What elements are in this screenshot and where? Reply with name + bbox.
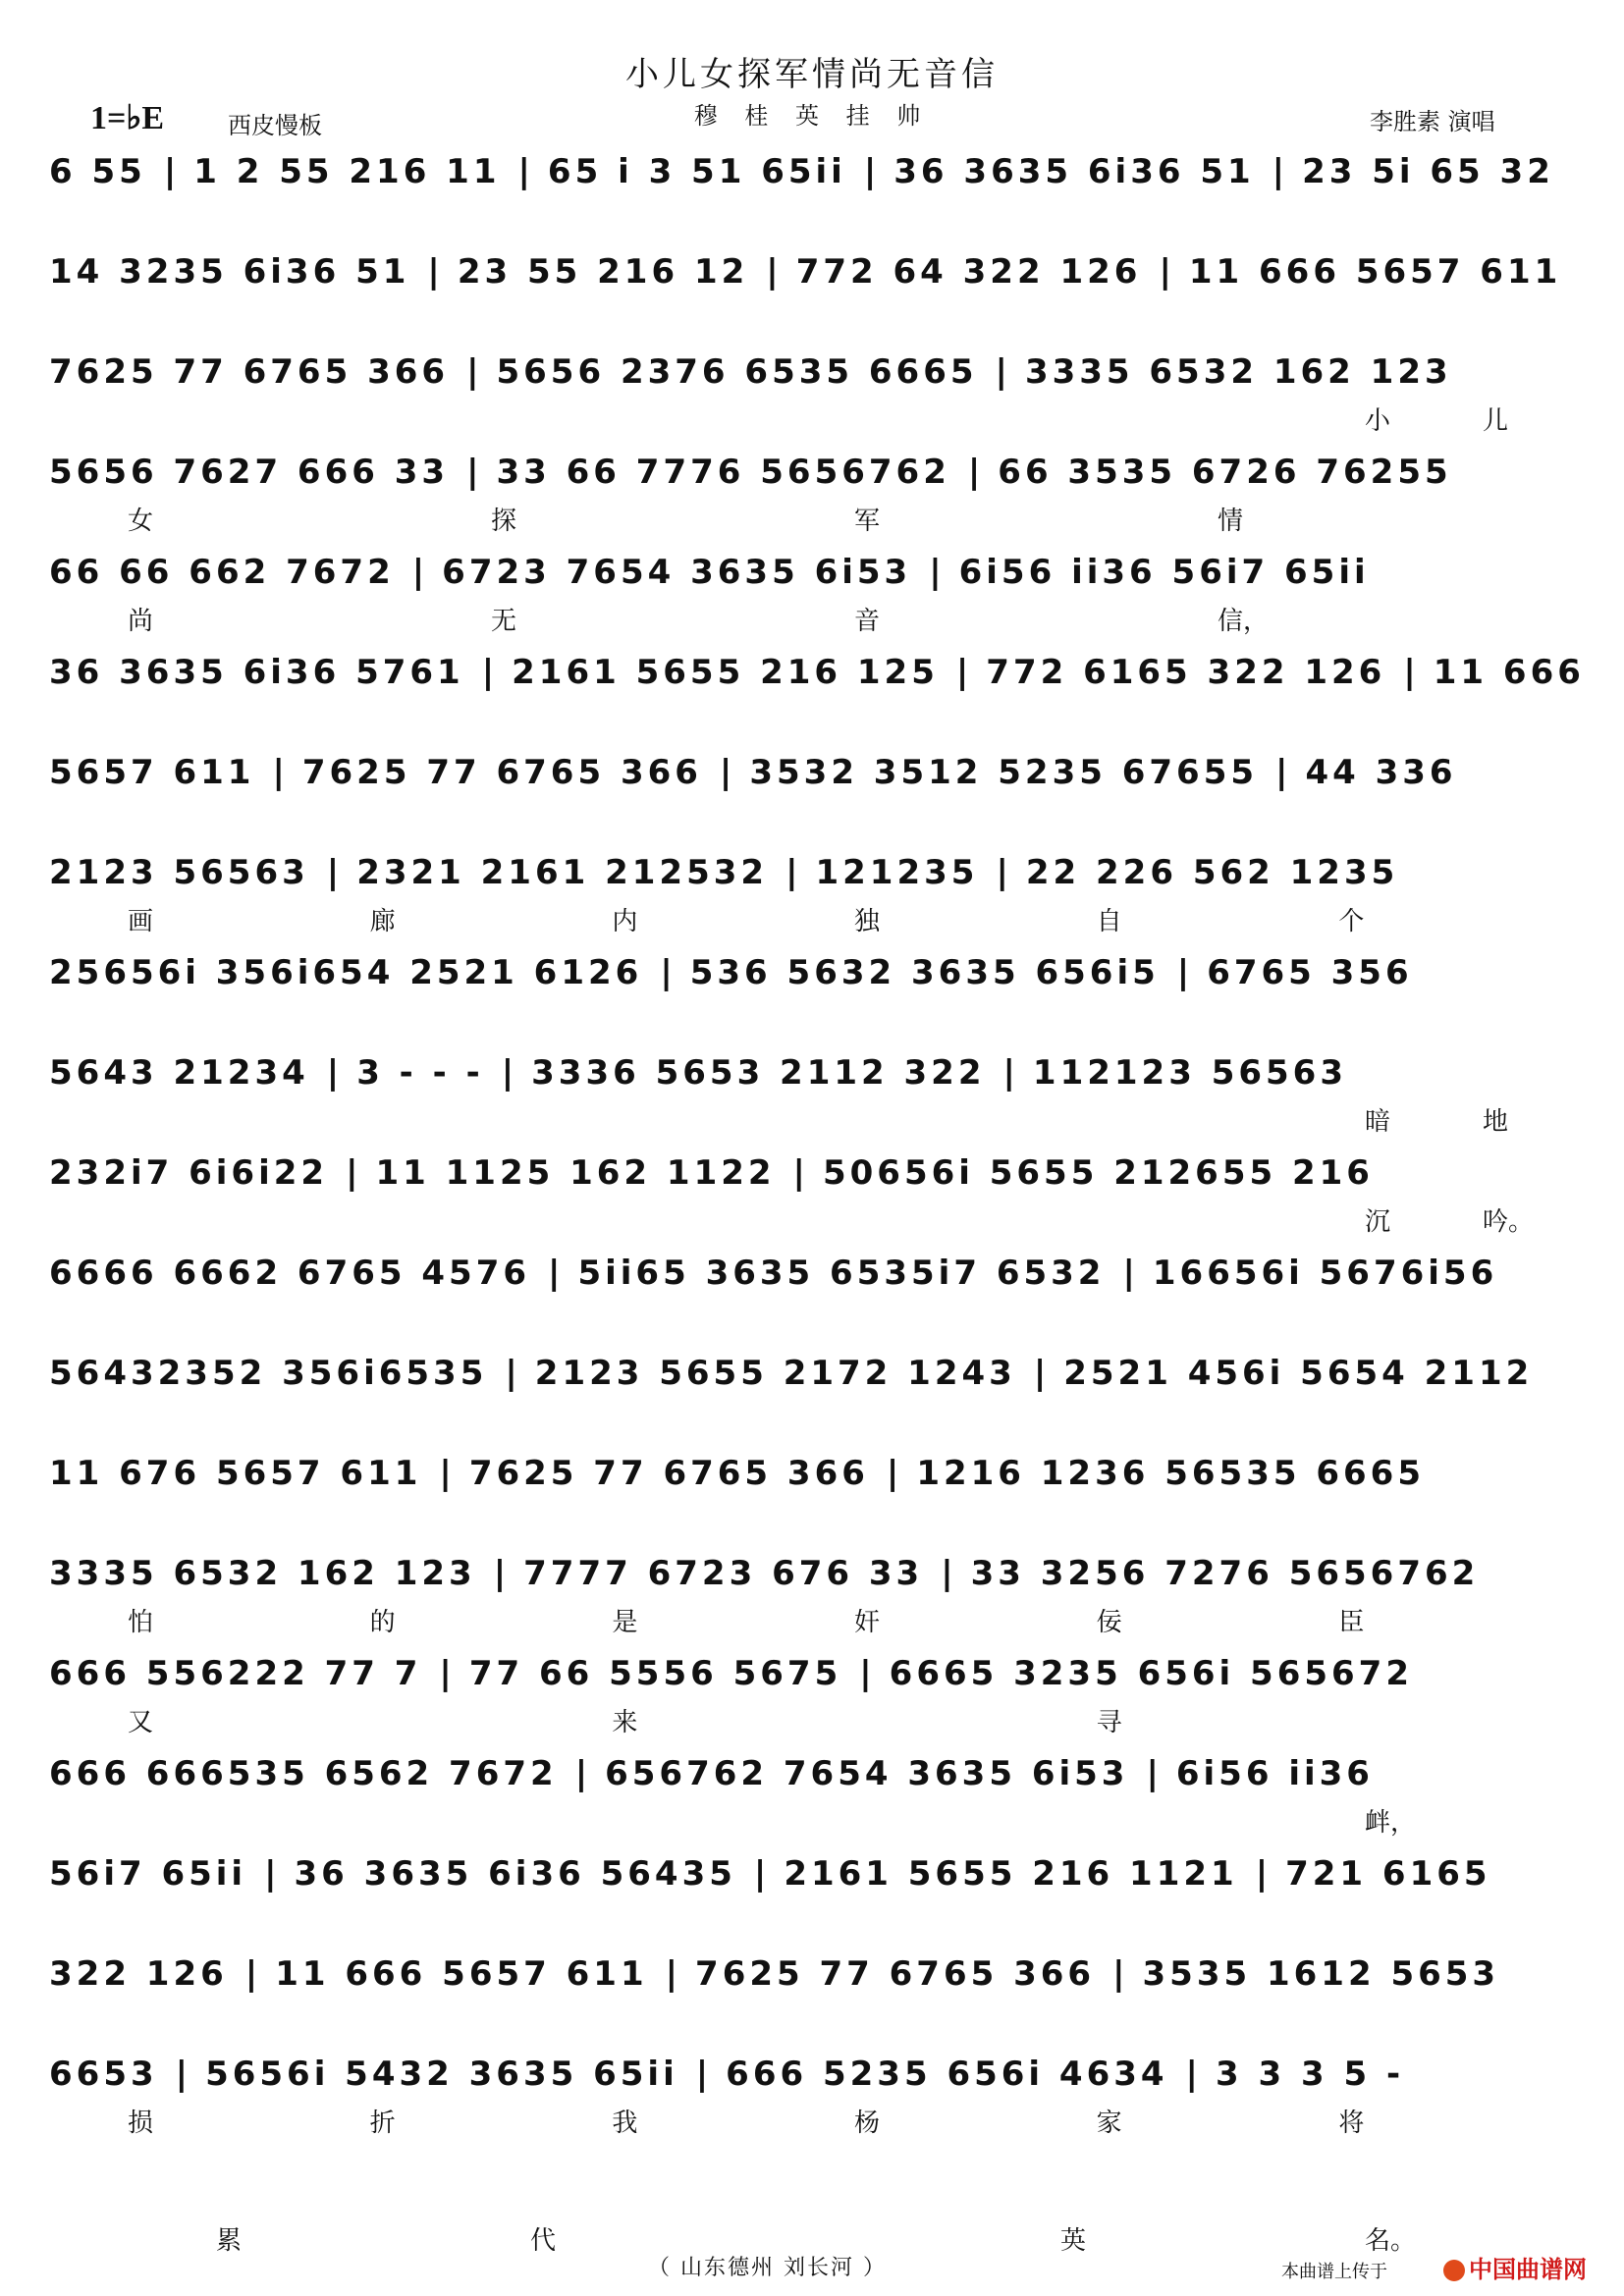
measure: 11 676 5657 611 [49, 1451, 421, 1496]
measure: 11 666 5657 611 [275, 1951, 647, 1997]
measure: 11 666 5657 611 [1189, 249, 1561, 294]
barline: | [859, 1654, 876, 1693]
barline: | [574, 1754, 592, 1793]
source-credit: （ 山东德州 刘长河 ） [648, 2256, 887, 2280]
measure: 22 226 562 1235 [1026, 850, 1398, 895]
barline: | [517, 152, 534, 191]
notation-line [49, 950, 1591, 995]
measure: 666 556222 77 7 [49, 1651, 421, 1696]
measure: 2521 456i 5654 2112 [1063, 1351, 1533, 1396]
measure: 1 2 55 216 11 [193, 149, 500, 194]
measure: 14 3235 6i36 51 [49, 249, 409, 294]
notation-line [49, 1651, 1591, 1696]
measure: 6653 [49, 2052, 158, 2097]
score-row [49, 1851, 1591, 1896]
barline: | [1146, 1754, 1163, 1793]
notation-line [49, 1451, 1591, 1496]
barline: | [501, 1053, 518, 1093]
barline: | [695, 2055, 713, 2094]
notation-line [49, 750, 1591, 795]
lyric-char: 军 [854, 507, 881, 536]
measure: 2161 5655 216 125 [512, 650, 939, 695]
notation-line [49, 850, 1591, 895]
measure: 2123 56563 [49, 850, 309, 895]
score-row [49, 1751, 1591, 1838]
score-row [49, 450, 1591, 536]
lyric-char: 佞 [1096, 1608, 1122, 1637]
score-row [49, 149, 1591, 194]
measure: 2321 2161 212532 [356, 850, 768, 895]
measure: 6666 6662 6765 4576 [49, 1251, 530, 1296]
measure: 5643 21234 [49, 1050, 309, 1095]
notation-line [49, 550, 1591, 595]
measure: 3336 5653 2112 322 [531, 1050, 985, 1095]
lyric-char: 画 [128, 907, 154, 936]
barline: | [481, 653, 499, 692]
measure: 6765 356 [1207, 950, 1412, 995]
lyric-char: 沉 [1365, 1207, 1391, 1237]
barline: | [1275, 753, 1292, 792]
lyric-char: 代 [530, 2226, 557, 2256]
measure: 7625 77 6765 366 [302, 750, 702, 795]
barline: | [1122, 1254, 1139, 1293]
measure: 112123 56563 [1033, 1050, 1347, 1095]
barline: | [346, 1153, 362, 1193]
lyric-char: 小 [1365, 406, 1391, 436]
measure: 11 1125 162 1122 [375, 1150, 775, 1196]
lyric-char: 吟。 [1483, 1207, 1535, 1237]
measure: 3335 6532 162 123 [49, 1551, 476, 1596]
measure: 56432352 356i6535 [49, 1351, 487, 1396]
barline: | [439, 1454, 456, 1493]
measure: 77 66 5556 5675 [469, 1651, 841, 1696]
measure: 5656i 5432 3635 65ii [205, 2052, 678, 2097]
barline: | [1176, 953, 1194, 992]
lyric-char: 寻 [1096, 1708, 1122, 1737]
score-row [49, 1551, 1591, 1637]
measure: 44 336 [1305, 750, 1456, 795]
measure: 16656i 5676i56 [1153, 1251, 1497, 1296]
barline: | [863, 152, 881, 191]
lyric-char: 情 [1218, 507, 1244, 536]
measure: 3 - - - [356, 1050, 484, 1095]
barline: | [264, 1854, 281, 1894]
lyric-char: 折 [369, 2109, 396, 2138]
measure: 2161 5655 216 1121 [784, 1851, 1237, 1896]
site-logo [1443, 2250, 1610, 2283]
score-row [49, 850, 1591, 936]
performer: 李胜素 演唱 [1370, 108, 1495, 135]
score-row [49, 1251, 1591, 1296]
lyric-char: 独 [854, 907, 881, 936]
barline: | [753, 1854, 771, 1894]
measure: 666 666535 6562 7672 [49, 1751, 558, 1796]
barline: | [163, 152, 181, 191]
notation-line [49, 1351, 1591, 1396]
notation-line [49, 1951, 1591, 1997]
barline: | [326, 1053, 344, 1093]
score-row [49, 1451, 1591, 1496]
barline: | [175, 2055, 192, 2094]
lyric-char: 臣 [1338, 1608, 1365, 1637]
barline: | [766, 252, 783, 292]
lyric-char: 来 [612, 1708, 638, 1737]
measure: 5ii65 3635 6535i7 6532 [577, 1251, 1105, 1296]
measure: 232i7 6i6i22 [49, 1150, 328, 1196]
score-row [49, 750, 1591, 795]
lyric-char: 女 [128, 507, 154, 536]
lyric-char: 怕 [128, 1608, 154, 1637]
barline: | [493, 1554, 511, 1593]
barline: | [411, 553, 429, 592]
barline: | [660, 953, 677, 992]
lyric-char: 英 [1060, 2226, 1087, 2256]
barline: | [326, 853, 344, 892]
measure: 772 64 322 126 [796, 249, 1142, 294]
barline: | [1002, 1053, 1019, 1093]
lyric-char: 损 [128, 2109, 154, 2138]
measure: 23 5i 65 32 [1302, 149, 1554, 194]
measure: 121235 [815, 850, 978, 895]
measure: 36 3635 6i36 5761 [49, 650, 464, 695]
notation-line [49, 149, 1591, 194]
lyric-char: 衅， [1365, 1808, 1417, 1838]
barline: | [505, 1354, 521, 1393]
measure: 5657 611 [49, 750, 254, 795]
measure: 5656 2376 6535 6665 [496, 349, 977, 395]
barline: | [996, 853, 1012, 892]
lyric-char: 名。 [1365, 2226, 1417, 2256]
measure: 25656i 356i654 2521 6126 [49, 950, 642, 995]
barline: | [244, 1954, 262, 1994]
measure: 6665 3235 656i 565672 [890, 1651, 1413, 1696]
score-title: 小儿女探军情尚无音信 [625, 55, 999, 94]
notation-line [49, 1851, 1591, 1896]
score-row [49, 249, 1591, 294]
score-row [49, 950, 1591, 995]
measure: 1216 1236 56535 6665 [916, 1451, 1425, 1496]
measure: 36 3635 6i36 51 [893, 149, 1254, 194]
barline: | [272, 753, 289, 792]
lyric-char: 家 [1096, 2109, 1122, 2138]
score-row [49, 550, 1591, 636]
measure: 7625 77 6765 366 [695, 1951, 1095, 1997]
measure: 50656i 5655 212655 216 [823, 1150, 1374, 1196]
measure: 66 3535 6726 76255 [998, 450, 1451, 495]
measure: 3 3 3 5 - [1216, 2052, 1404, 2097]
lyric-char: 信， [1218, 607, 1270, 636]
lyric-char: 个 [1338, 907, 1365, 936]
score-row [49, 349, 1591, 436]
barline: | [967, 453, 985, 492]
barline: | [955, 653, 973, 692]
measure: 56i7 65ii [49, 1851, 246, 1896]
opera-name: 穆 桂 英 挂 帅 [693, 102, 931, 130]
barline: | [1159, 252, 1175, 292]
barline: | [1185, 2055, 1202, 2094]
notation-line [49, 450, 1591, 495]
lyric-char: 杨 [854, 2109, 881, 2138]
notation-line [49, 349, 1591, 395]
lyric-char: 无 [491, 607, 517, 636]
measure: 322 126 [49, 1951, 228, 1997]
barline: | [886, 1454, 903, 1493]
measure: 772 6165 322 126 [986, 650, 1385, 695]
upload-note: 本曲谱上传于 [1281, 2262, 1387, 2282]
measure: 11 666 [1434, 650, 1585, 695]
barline: | [466, 352, 483, 392]
notation-line [49, 1150, 1591, 1196]
barline: | [1033, 1354, 1051, 1393]
barline: | [719, 753, 736, 792]
lyric-char: 的 [369, 1608, 396, 1637]
measure: 666 5235 656i 4634 [726, 2052, 1167, 2097]
measure: 5656 7627 666 33 [49, 450, 449, 495]
measure: 65 i 3 51 65ii [548, 149, 846, 194]
barline: | [995, 352, 1011, 392]
tempo-marking: 西皮慢板 [228, 112, 322, 139]
barline: | [929, 553, 946, 592]
lyric-char: 将 [1338, 2109, 1365, 2138]
lyric-char: 尚 [128, 607, 154, 636]
barline: | [439, 1654, 456, 1693]
measure: 36 3635 6i36 56435 [295, 1851, 736, 1896]
score-row [49, 1050, 1591, 1137]
barline: | [466, 453, 483, 492]
score-row [49, 2052, 1591, 2138]
score-row [49, 650, 1591, 695]
barline: | [1403, 653, 1420, 692]
measure: 3532 3512 5235 67655 [749, 750, 1258, 795]
barline: | [1112, 1954, 1129, 1994]
barline: | [1255, 1854, 1272, 1894]
score-row [49, 1351, 1591, 1396]
barline: | [785, 853, 802, 892]
lyric-char: 奸 [854, 1608, 881, 1637]
measure: 6 55 [49, 149, 146, 194]
barline: | [665, 1954, 682, 1994]
measure: 6723 7654 3635 6i53 [442, 550, 911, 595]
lyric-char: 暗 [1365, 1107, 1391, 1137]
score-row [49, 1651, 1591, 1737]
notation-line [49, 2052, 1591, 2097]
score-row [49, 1150, 1591, 1237]
notation-line [49, 1050, 1591, 1095]
measure: 536 5632 3635 656i5 [690, 950, 1160, 995]
measure: 33 66 7776 5656762 [496, 450, 949, 495]
lyric-char: 廊 [369, 907, 396, 936]
barline: | [427, 252, 444, 292]
measure: 7777 6723 676 33 [523, 1551, 923, 1596]
notation-line [49, 1551, 1591, 1596]
measure: 7625 77 6765 366 [469, 1451, 869, 1496]
notation-line [49, 650, 1591, 695]
lyric-char: 儿 [1483, 406, 1509, 436]
lyric-char: 探 [491, 507, 517, 536]
lyric-char: 地 [1483, 1107, 1509, 1137]
measure: 721 6165 [1285, 1851, 1490, 1896]
lyric-char: 自 [1096, 907, 1122, 936]
measure: 23 55 216 12 [458, 249, 748, 294]
notation-line [49, 1251, 1591, 1296]
measure: 66 66 662 7672 [49, 550, 395, 595]
score-row [49, 1951, 1591, 1997]
measure: 33 3256 7276 5656762 [971, 1551, 1480, 1596]
lyric-char: 音 [854, 607, 881, 636]
barline: | [792, 1153, 809, 1193]
notation-line [49, 249, 1591, 294]
lyric-char: 是 [612, 1608, 638, 1637]
key-signature: 1=♭E [90, 100, 165, 136]
barline: | [941, 1554, 957, 1593]
measure: 3535 1612 5653 [1143, 1951, 1500, 1997]
logo-icon [1443, 2260, 1465, 2281]
measure: 6i56 ii36 [1176, 1751, 1374, 1796]
site-name: 中国曲谱网 [1469, 2256, 1587, 2283]
notation-line [49, 1751, 1591, 1796]
lyric-char: 我 [612, 2109, 638, 2138]
measure: 2123 5655 2172 1243 [535, 1351, 1016, 1396]
barline: | [548, 1254, 565, 1293]
lyric-char: 内 [612, 907, 638, 936]
lyric-char: 又 [128, 1708, 154, 1737]
barline: | [1272, 152, 1289, 191]
measure: 656762 7654 3635 6i53 [605, 1751, 1128, 1796]
measure: 7625 77 6765 366 [49, 349, 449, 395]
measure: 3335 6532 162 123 [1025, 349, 1452, 395]
lyric-char: 累 [216, 2226, 243, 2256]
measure: 6i56 ii36 56i7 65ii [959, 550, 1370, 595]
